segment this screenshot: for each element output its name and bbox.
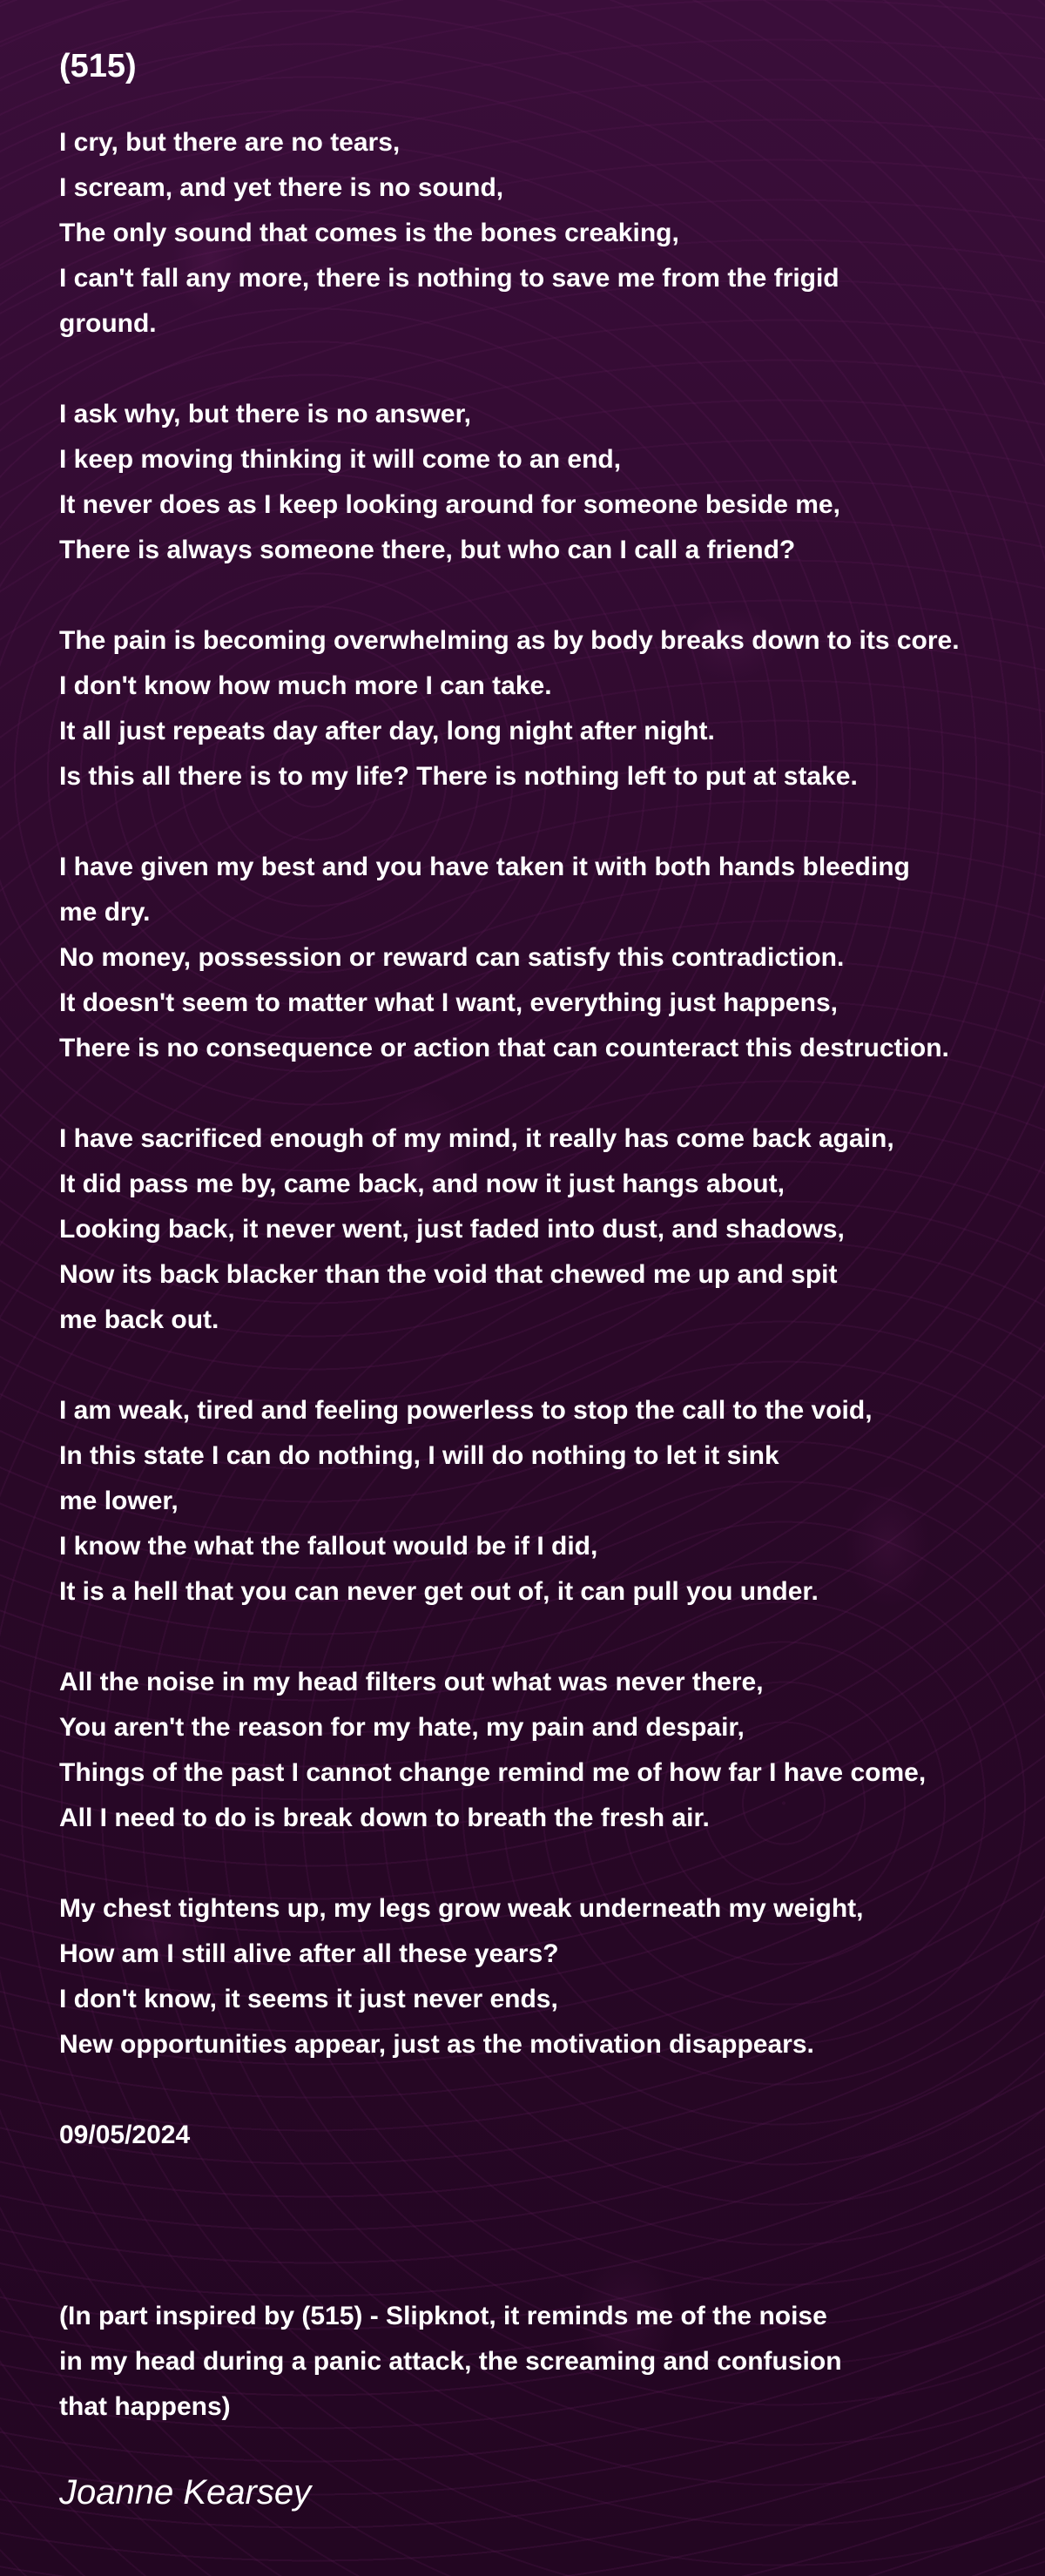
poem-note: (In part inspired by (515) - Slipknot, it reminds me of the noise in my head during a panic attack, the screaming and confusion that happens) (59, 2302, 842, 2421)
poem-date: 09/05/2024 (59, 2121, 191, 2149)
poem-body: I cry, but there are no tears, I scream, and yet there is no sound, The only sound that comes is the bones creaking, I can't fall any more, there is nothing to save me from the frigid ground. I ask why, but there is no answer, I keep moving thinking it will come to an end, It never does as I keep looking around for someone beside me, There is always someone there, but who can I call a friend? The pain is becoming overwhelming as by body breaks down to its core. I don't know how much more I can take. It all just repeats day after day, long night after night. Is this all there is to my life? There is nothing left to put at stake. I have given my best and you have taken it with both hands bleeding me dry. No money, possession or reward can satisfy this contradiction. It doesn't seem to matter what I want, everything just happens, There is no consequence or action that can counteract this destruction. I have sacrificed enough of my mind, it really has come back again, It did pass me by, came back, and now it just hangs about, Looking back, it never went, just faded into dust, and shadows, Now its back blacker than the void that chewed me up and spit me back out. I am weak, tired and feeling powerless to stop the call to the void, In this state I can do nothing, I will do nothing to let it sink me lower, I know the what the fallout would be if I did, It is a hell that you can never get out of, it can pull you under. All the noise in my head filters out what was never there, You aren't the reason for my hate, my pain and despair, Things of the past I cannot change remind me of how far I have come, All I need to do is break down to breath the fresh air. My chest tightens up, my legs grow weak underneath my weight, How am I still alive after all these years? I don't know, it seems it just never ends, New opportunities appear, just as the motivation disappears. (59, 128, 960, 2059)
poem-card (59, 42, 1035, 2517)
poem-author: Joanne Kearsey (59, 2473, 312, 2512)
poem-title: (515) (59, 48, 137, 84)
